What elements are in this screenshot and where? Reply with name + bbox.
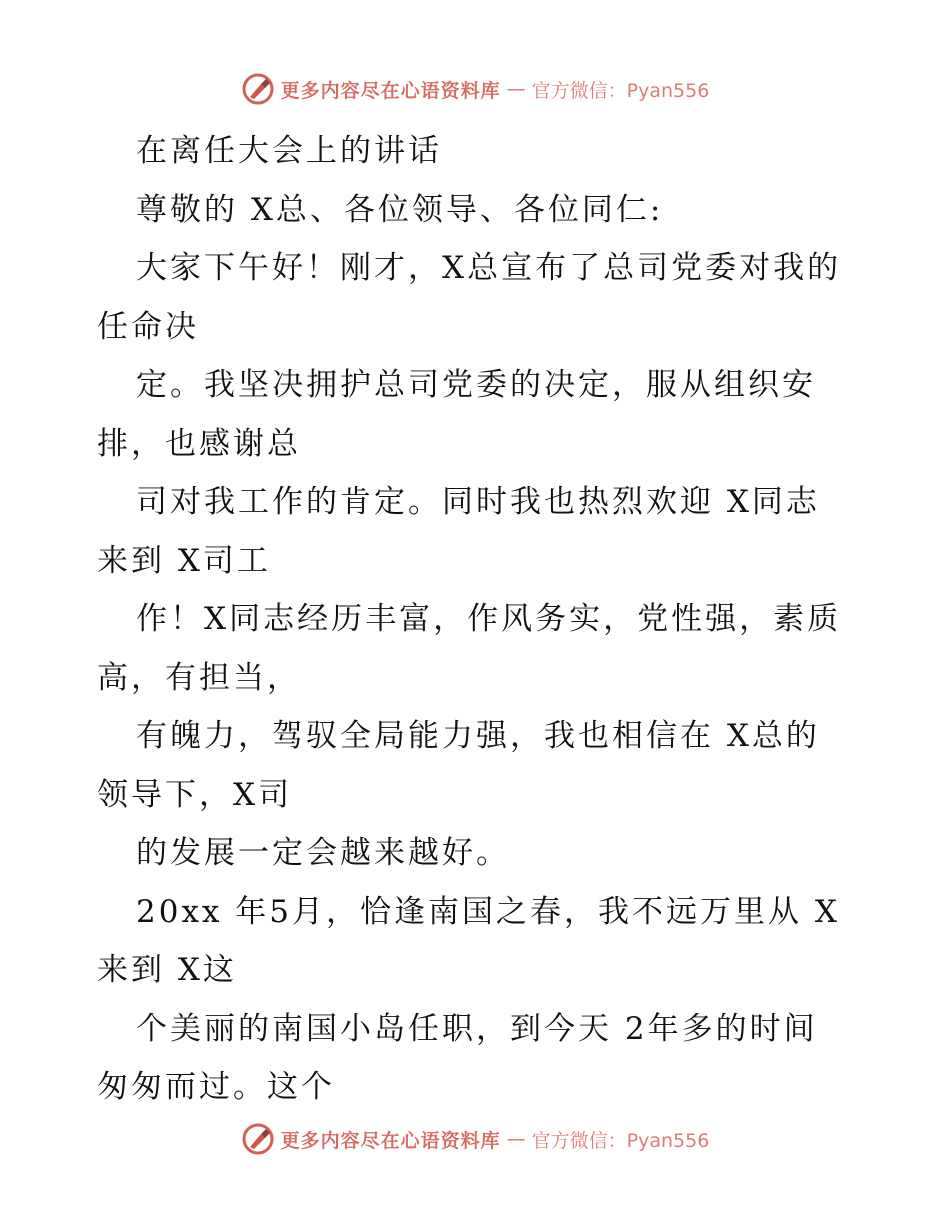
body-line: 的发展一定会越来越好。: [136, 835, 510, 871]
watermark-text: 更多内容尽在心语资料库: [280, 79, 501, 102]
body-line: 匆匆而过。这个: [97, 1069, 335, 1105]
watermark-text: 更多内容尽在心语资料库: [280, 1129, 501, 1152]
watermark-separator: —: [506, 1128, 526, 1150]
body-line: 高，有担当，: [97, 659, 301, 696]
body-line: 20xx 年5月，恰逢南国之春，我不远万里从 X: [136, 893, 840, 930]
watermark-wechat: 官方微信：Pyan556: [531, 79, 710, 102]
body-line: 作！X同志经历丰富，作风务实，党性强，素质: [136, 601, 842, 637]
body-line: 定。我坚决拥护总司党委的决定，服从组织安: [136, 367, 816, 403]
pen-nib-logo-icon: [241, 1122, 275, 1156]
body-line: 个美丽的南国小岛任职，到今天 2年多的时间: [136, 1010, 818, 1047]
body-line: 领导下，X司: [97, 776, 293, 813]
header-watermark: [0, 72, 950, 106]
watermark-wechat: 官方微信：Pyan556: [531, 1129, 710, 1152]
document-title: 在离任大会上的讲话: [136, 133, 442, 169]
document-body: [97, 122, 857, 1117]
pen-nib-logo-icon: [241, 72, 275, 106]
body-line: 来到 X司工: [97, 542, 271, 579]
body-line: 来到 X这: [97, 952, 237, 988]
body-line: 排，也感谢总: [97, 425, 301, 462]
watermark-separator: —: [506, 78, 526, 100]
body-line: 有魄力，驾驭全局能力强，我也相信在 X总的: [136, 718, 820, 754]
footer-watermark: [0, 1122, 950, 1156]
body-line: 任命决: [97, 308, 199, 345]
salutation: 尊敬的 X总、各位领导、各位同仁:: [136, 191, 664, 228]
body-line: 司对我工作的肯定。同时我也热烈欢迎 X同志: [136, 484, 820, 520]
body-line: 大家下午好！刚才，X总宣布了总司党委对我的: [136, 250, 842, 286]
